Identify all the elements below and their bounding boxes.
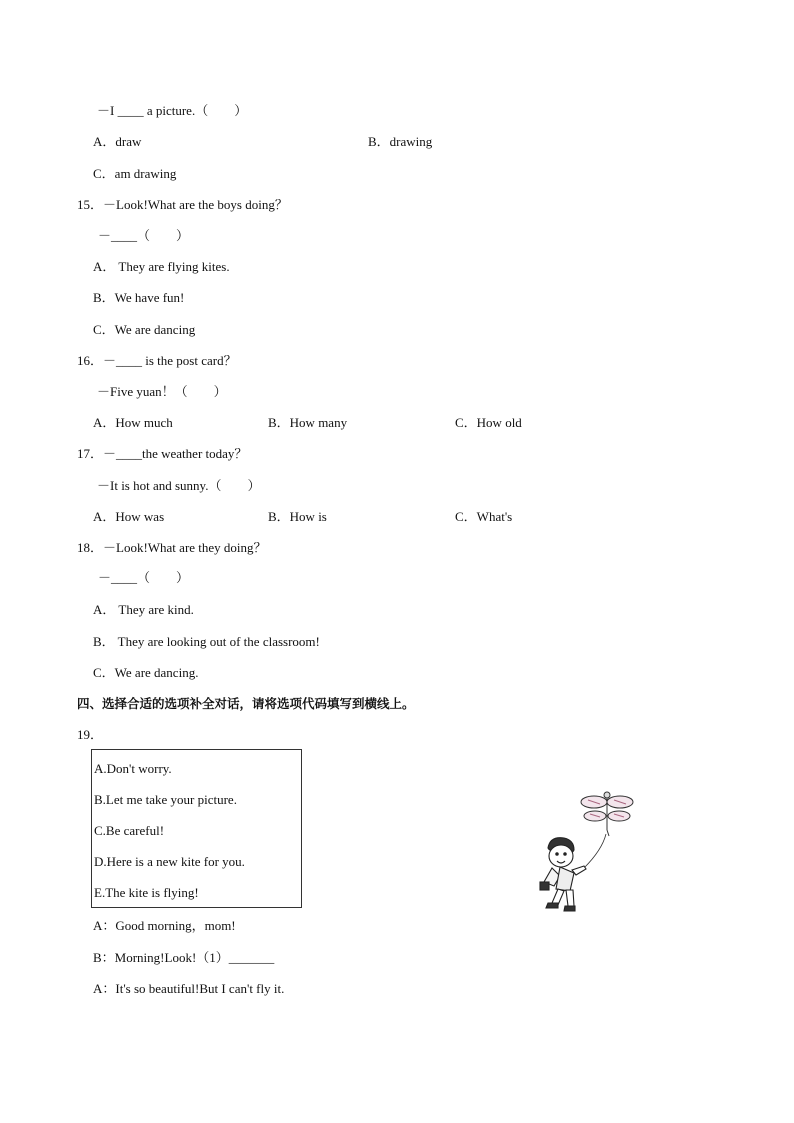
q16-option-c[interactable]: C．How old [455, 415, 522, 430]
q17-question: 17．－____the weather today？ [77, 446, 248, 461]
q19-option-e: E.The kite is flying! [94, 885, 199, 900]
q14-option-a[interactable]: A．draw [93, 134, 142, 149]
q15-question: 15．－Look!What are the boys doing？ [77, 197, 288, 212]
dragonfly-kite-icon [581, 792, 633, 836]
q17-option-a[interactable]: A．How was [93, 509, 165, 524]
q19-option-d: D.Here is a new kite for you. [94, 854, 245, 869]
q16-question: 16．－____ is the post card？ [77, 353, 237, 368]
boy-icon [540, 838, 586, 911]
q18-option-a[interactable]: A． They are kind. [93, 602, 194, 617]
q19-option-c: C.Be careful! [94, 823, 165, 838]
kite-string [584, 834, 606, 868]
q16-option-b[interactable]: B．How many [268, 415, 348, 430]
q14-option-b[interactable]: B．drawing [368, 134, 433, 149]
q19-dialog-line-1: A：Good morning，mom! [93, 918, 236, 933]
q17-option-b[interactable]: B．How is [268, 509, 327, 524]
q19-option-b: B.Let me take your picture. [94, 792, 237, 807]
q18-question: 18．－Look!What are they doing？ [77, 540, 267, 555]
q18-option-c[interactable]: C．We are dancing. [93, 665, 199, 680]
q15-option-a[interactable]: A． They are flying kites. [93, 259, 230, 274]
q15-option-b[interactable]: B．We have fun! [93, 290, 185, 305]
q19-options-box [91, 749, 302, 908]
q16-option-a[interactable]: A．How much [93, 415, 173, 430]
boy-flying-kite-illustration [532, 790, 642, 925]
q14-stem: －I ____ a picture.（ ） [97, 103, 248, 118]
q17-answer-line: －It is hot and sunny.（ ） [97, 478, 261, 493]
q19-number: 19． [77, 727, 104, 742]
q19-dialog-line-2: B：Morning!Look!（1）_______ [93, 950, 275, 965]
section-4-heading: 四、选择合适的选项补全对话，请将选项代码填写到横线上。 [77, 696, 415, 711]
q16-answer-line: －Five yuan！（ ） [97, 384, 227, 399]
q17-option-c[interactable]: C．What's [455, 509, 513, 524]
q15-answer-line: －____（ ） [98, 228, 190, 243]
q18-answer-line: －____（ ） [98, 570, 190, 585]
q19-dialog-line-3: A：It's so beautiful!But I can't fly it. [93, 981, 285, 996]
q19-option-a: A.Don't worry. [94, 761, 172, 776]
q15-option-c[interactable]: C．We are dancing [93, 322, 196, 337]
q14-option-c[interactable]: C．am drawing [93, 166, 177, 181]
q18-option-b[interactable]: B． They are looking out of the classroom! [93, 634, 320, 649]
